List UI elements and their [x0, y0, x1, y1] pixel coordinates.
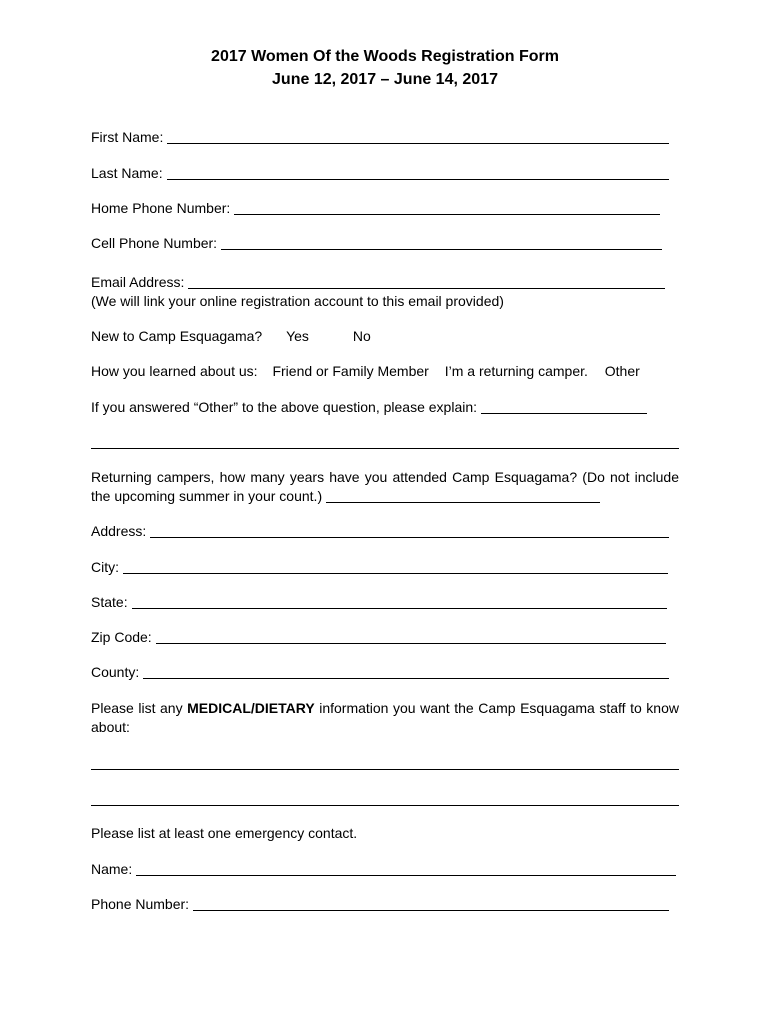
- emergency-phone-row: [91, 895, 669, 913]
- medical-field-line-2[interactable]: [91, 805, 679, 806]
- learned-option-returning[interactable]: I’m a returning camper.: [444, 363, 588, 379]
- returning-years-field[interactable]: [326, 490, 600, 503]
- medical-bold: MEDICAL: [187, 700, 251, 716]
- emergency-phone-label: Phone Number:: [91, 896, 190, 912]
- city-field[interactable]: [123, 559, 668, 574]
- last-name-label: Last Name:: [91, 165, 163, 181]
- other-explain-label: If you answered “Other” to the above question, please explain:: [91, 399, 478, 415]
- returning-years-row: [91, 468, 679, 506]
- emergency-phone-field[interactable]: [193, 896, 669, 911]
- zip-row: [91, 628, 666, 646]
- last-name-field[interactable]: [167, 165, 669, 180]
- medical-slash: /: [250, 700, 255, 716]
- form-title: 2017 Women Of the Woods Registration Form: [211, 48, 559, 65]
- city-row: [91, 558, 668, 576]
- address-field[interactable]: [150, 523, 669, 538]
- city-label: City:: [91, 559, 119, 575]
- cell-phone-field[interactable]: [221, 235, 662, 250]
- form-dates: June 12, 2017 – June 14, 2017: [272, 71, 498, 88]
- email-row: [91, 273, 665, 291]
- emergency-name-field[interactable]: [136, 861, 676, 876]
- emergency-name-row: [91, 860, 676, 878]
- zip-field[interactable]: [156, 629, 666, 644]
- first-name-label: First Name:: [91, 129, 164, 145]
- learned-label: How you learned about us:: [91, 363, 258, 379]
- learned-option-other[interactable]: Other: [604, 363, 640, 379]
- medical-dietary-prompt: [91, 699, 679, 737]
- address-row: [91, 522, 669, 540]
- new-to-camp-row: [91, 327, 371, 346]
- new-to-camp-label: New to Camp Esquagama?: [91, 328, 263, 344]
- new-to-camp-yes[interactable]: Yes: [286, 328, 309, 344]
- new-to-camp-no[interactable]: No: [352, 328, 371, 344]
- home-phone-field[interactable]: [234, 200, 660, 215]
- learned-row: [91, 362, 640, 381]
- medical-prompt-post: information you want the Camp Esquagama staff to know about:: [91, 700, 679, 735]
- last-name-row: [91, 164, 669, 182]
- medical-field-line-1[interactable]: [91, 769, 679, 770]
- first-name-field[interactable]: [167, 129, 669, 144]
- email-note: (We will link your online registration account to this email provided): [91, 293, 504, 309]
- email-label: Email Address:: [91, 274, 185, 290]
- email-field[interactable]: [188, 274, 665, 289]
- cell-phone-label: Cell Phone Number:: [91, 235, 218, 251]
- learned-option-friend[interactable]: Friend or Family Member: [272, 363, 429, 379]
- zip-label: Zip Code:: [91, 629, 152, 645]
- home-phone-label: Home Phone Number:: [91, 200, 231, 216]
- state-row: [91, 593, 667, 611]
- other-explain-field-line-2[interactable]: [91, 448, 679, 449]
- medical-prompt-pre: Please list any: [91, 700, 188, 716]
- first-name-row: [91, 128, 669, 146]
- returning-years-text: Returning campers, how many years have you attended Camp Esquagama? (Do not include the upcoming summer in your count.): [91, 469, 679, 504]
- other-explain-row: [91, 398, 647, 416]
- address-label: Address:: [91, 523, 147, 539]
- state-label: State:: [91, 594, 128, 610]
- emergency-name-label: Name:: [91, 861, 133, 877]
- other-explain-field[interactable]: [481, 399, 647, 414]
- county-label: County:: [91, 664, 140, 680]
- home-phone-row: [91, 199, 660, 217]
- state-field[interactable]: [132, 594, 667, 609]
- dietary-bold: DIETARY: [254, 700, 315, 716]
- county-field[interactable]: [143, 664, 669, 679]
- emergency-intro: Please list at least one emergency contact.: [91, 825, 358, 841]
- cell-phone-row: [91, 234, 662, 252]
- county-row: [91, 663, 669, 681]
